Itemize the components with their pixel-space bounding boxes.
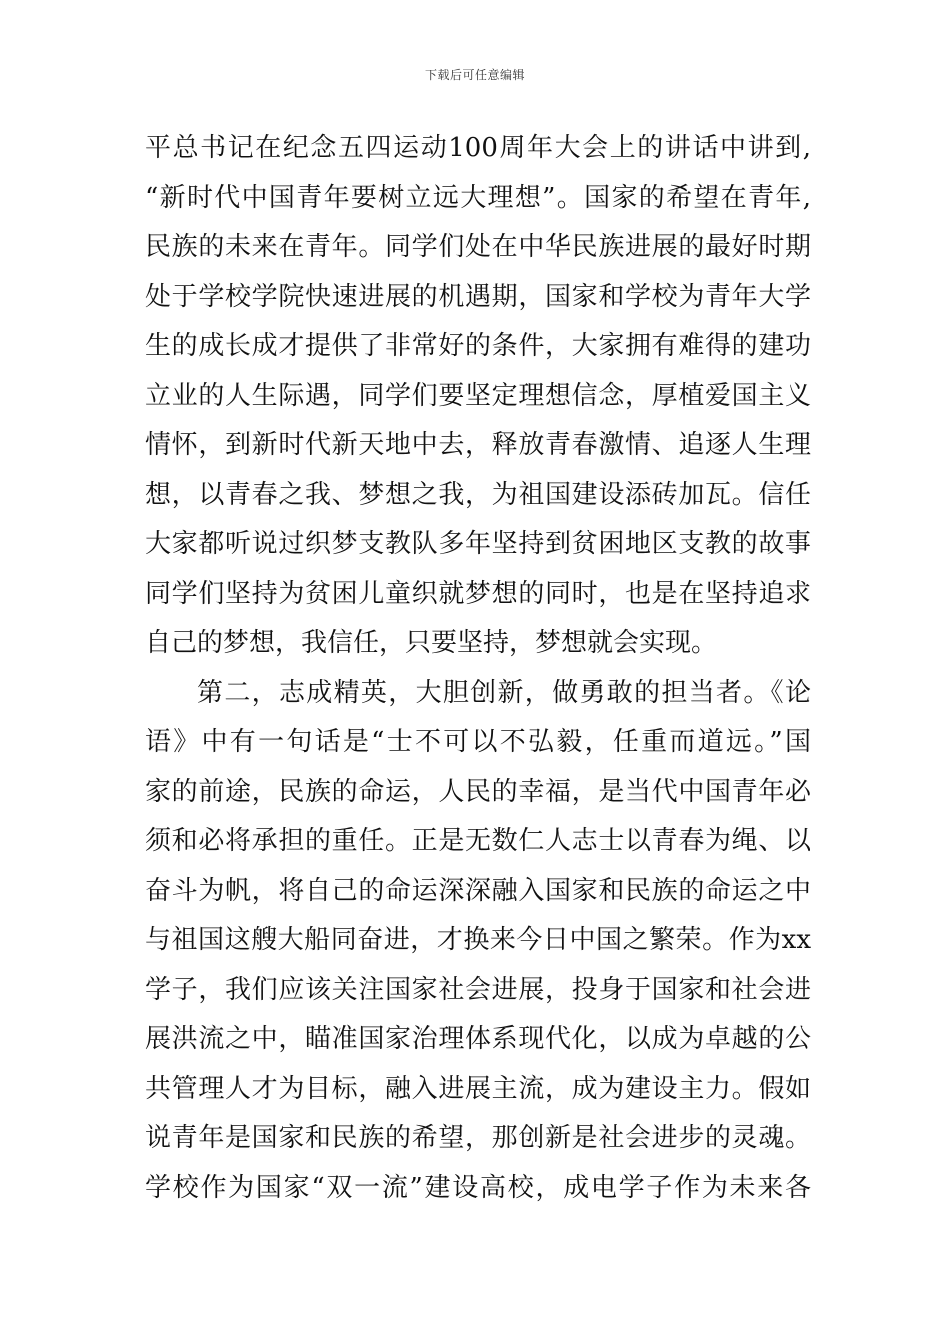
text-line: 立业的人生际遇，同学们要坚定理想信念，厚植爱国主义 xyxy=(145,380,811,411)
text-line: 展洪流之中，瞄准国家治理体系现代化，以成为卓越的公 xyxy=(145,1024,811,1054)
body-text xyxy=(145,128,811,1217)
text-line: 情怀，到新时代新天地中去，释放青春激情、追逐人生理 xyxy=(145,430,811,460)
text-line: 自己的梦想，我信任，只要坚持，梦想就会实现。 xyxy=(145,628,718,658)
text-line: 想，以青春之我、梦想之我，为祖国建设添砖加瓦。信任 xyxy=(145,479,811,510)
text-line: 须和必将承担的重任。正是无数仁人志士以青春为绳、以 xyxy=(145,826,811,856)
text-line: 奋斗为帆，将自己的命运深深融入国家和民族的命运之中 xyxy=(145,875,811,906)
text-line: 与祖国这艘大船同奋进，才换来今日中国之繁荣。作为xx xyxy=(145,925,811,955)
text-line: 家的前途，民族的命运，人民的幸福，是当代中国青年必 xyxy=(145,776,811,807)
text-line: 大家都听说过织梦支教队多年坚持到贫困地区支教的故事 xyxy=(145,529,811,559)
text-line: “新时代中国青年要树立远大理想”。国家的希望在青年, xyxy=(145,182,811,213)
page-header: 下载后可任意编辑 xyxy=(424,68,525,82)
text-line: 同学们坚持为贫困儿童织就梦想的同时，也是在坚持追求 xyxy=(145,578,811,609)
text-line: 平总书记在纪念五四运动100周年大会上的讲话中讲到, xyxy=(145,133,811,163)
text-line: 民族的未来在青年。同学们处在中华民族进展的最好时期 xyxy=(145,232,811,262)
paragraph-first-line: 第二，志成精英，大胆创新，做勇敢的担当者。《论 xyxy=(197,677,811,708)
text-line: 共管理人才为目标，融入进展主流，成为建设主力。假如 xyxy=(145,1073,811,1104)
text-line: 说青年是国家和民族的希望，那创新是社会进步的灵魂。 xyxy=(145,1123,811,1153)
text-line: 语》中有一句话是“士不可以不弘毅，任重而道远。”国 xyxy=(145,727,811,757)
text-line: 生的成长成才提供了非常好的条件，大家拥有难得的建功 xyxy=(145,331,811,361)
text-line: 学校作为国家“双一流”建设高校，成电学子作为未来各 xyxy=(145,1172,811,1203)
text-line: 学子，我们应该关注国家社会进展，投身于国家和社会进 xyxy=(145,974,811,1005)
text-line: 处于学校学院快速进展的机遇期，国家和学校为青年大学 xyxy=(145,281,811,312)
